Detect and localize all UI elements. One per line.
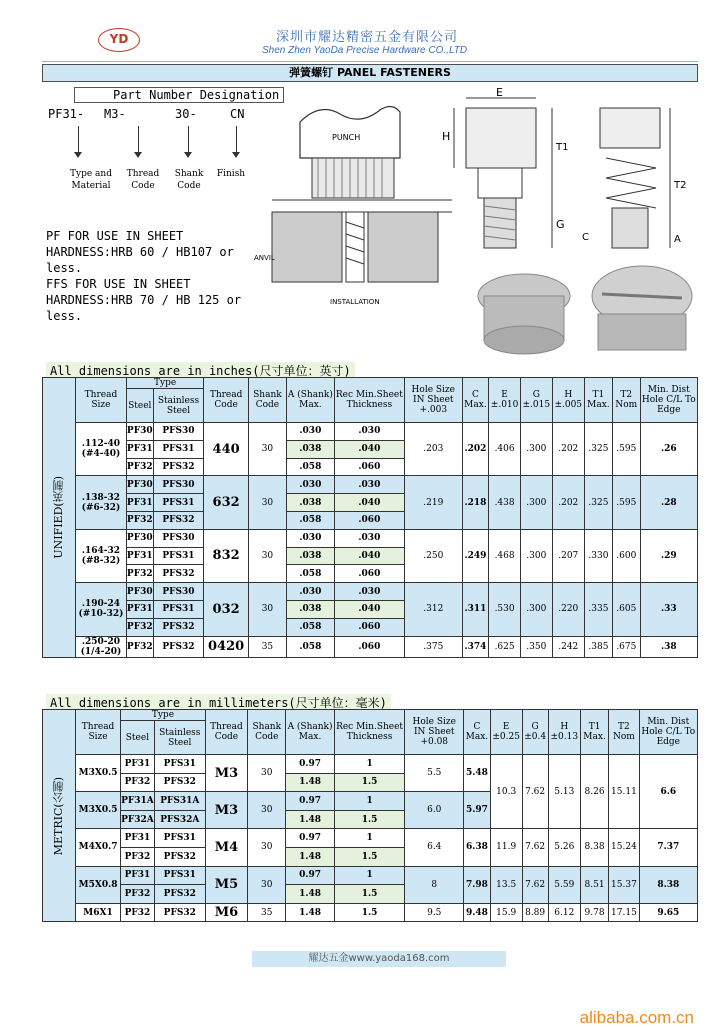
rec-cell: .040 — [334, 440, 404, 458]
thread-size-cell: M3X0.5 — [76, 792, 121, 829]
a-cell: 1.48 — [286, 885, 334, 904]
steel-type-cell: PF31 — [126, 440, 153, 458]
col-min: Min. Dist Hole C/L To Edge — [639, 710, 697, 755]
stainless-type-cell: PFS32 — [154, 847, 205, 866]
dimension-drawing — [436, 88, 700, 258]
col-t1: T1 Max. — [584, 378, 612, 423]
e-cell: .625 — [489, 636, 521, 657]
page-title: 弹簧螺钉 PANEL FASTENERS — [42, 64, 698, 82]
col-t1: T1 Max. — [580, 710, 608, 755]
header-row — [43, 378, 698, 389]
anvil-label: ANVIL — [254, 254, 275, 262]
product-photos — [462, 256, 698, 360]
steel-type-cell: PF31A — [121, 792, 155, 811]
table-row — [43, 476, 698, 494]
e-cell: .468 — [489, 529, 521, 582]
g-cell: .300 — [520, 423, 552, 476]
c-cell: 9.48 — [464, 903, 491, 922]
rec-cell: .030 — [334, 476, 404, 494]
stainless-type-cell: PFS32 — [154, 903, 205, 922]
steel-type-cell: PF31 — [121, 755, 155, 774]
note-line: HARDNESS:HRB 60 / HB107 or — [46, 245, 234, 259]
t2-cell: .595 — [613, 423, 641, 476]
t1-cell: .330 — [584, 529, 612, 582]
thread-size-cell: M3X0.5 — [76, 755, 121, 792]
header-row — [43, 710, 698, 721]
pn-label-finish: Finish — [216, 169, 246, 179]
stainless-type-cell: PFS32 — [153, 511, 204, 529]
t1-cell: .325 — [584, 476, 612, 529]
pn-code-type: PF31- — [48, 107, 85, 121]
t2-cell: 15.24 — [609, 829, 639, 866]
col-type: Type — [121, 710, 206, 721]
hole-cell: 9.5 — [405, 903, 464, 922]
steel-type-cell: PF32 — [126, 618, 153, 636]
col-c: C Max. — [464, 710, 491, 755]
c-cell: 5.48 — [464, 755, 491, 792]
col-stainless: Stainless Steel — [154, 721, 205, 755]
t2-cell: .605 — [613, 583, 641, 636]
shank-code-cell: 30 — [248, 866, 286, 903]
h-cell: .220 — [552, 583, 584, 636]
mm-spec-table — [42, 709, 698, 922]
shank-code-cell: 30 — [248, 829, 286, 866]
col-a: A (Shank) Max. — [286, 378, 334, 423]
stainless-type-cell: PFS30 — [153, 583, 204, 601]
note-line: less. — [46, 309, 83, 323]
arrow-down-icon — [138, 126, 139, 152]
e-cell: 11.9 — [490, 829, 522, 866]
dim-a-label: A — [674, 234, 681, 245]
steel-type-cell: PF31 — [126, 547, 153, 565]
a-cell: .058 — [286, 618, 334, 636]
col-thread-code: Thread Code — [204, 378, 249, 423]
col-g: G ±0.4 — [522, 710, 548, 755]
t1-cell: .385 — [584, 636, 612, 657]
steel-type-cell: PF32 — [121, 773, 155, 792]
steel-type-cell: PF31 — [126, 600, 153, 618]
rec-cell: .040 — [334, 494, 404, 512]
note-line: PF FOR USE IN SHEET — [46, 229, 184, 243]
rec-cell: 1 — [334, 792, 405, 811]
thread-code-cell: M3 — [205, 792, 247, 829]
a-cell: 0.97 — [286, 829, 334, 848]
a-cell: .058 — [286, 458, 334, 476]
stainless-type-cell: PFS31 — [153, 440, 204, 458]
stainless-type-cell: PFS32 — [154, 885, 205, 904]
rec-cell: 1.5 — [334, 885, 405, 904]
shank-code-cell: 30 — [248, 476, 286, 529]
table-row — [43, 829, 698, 848]
a-cell: .058 — [286, 565, 334, 583]
rec-cell: .060 — [334, 618, 404, 636]
steel-type-cell: PF32 — [126, 511, 153, 529]
company-header — [42, 0, 698, 62]
steel-type-cell: PF32A — [121, 810, 155, 829]
alibaba-watermark: alibaba.com.cn — [579, 1008, 694, 1027]
hole-cell: 8 — [405, 866, 464, 903]
g-cell: .300 — [520, 529, 552, 582]
thread-code-cell: 032 — [204, 583, 249, 636]
steel-type-cell: PF30 — [126, 529, 153, 547]
h-cell: 5.13 — [548, 755, 580, 829]
note-line: FFS FOR USE IN SHEET — [46, 277, 191, 291]
steel-type-cell: PF30 — [126, 423, 153, 441]
table-row — [43, 903, 698, 922]
t1-cell: .335 — [584, 583, 612, 636]
table-row — [43, 423, 698, 441]
stainless-type-cell: PFS31 — [153, 494, 204, 512]
table-row — [43, 583, 698, 601]
a-cell: 0.97 — [286, 792, 334, 811]
dim-g-label: G — [556, 218, 565, 231]
g-cell: .300 — [520, 583, 552, 636]
thread-size-cell: .138-32 (#6-32) — [76, 476, 127, 529]
t1-cell: .325 — [584, 423, 612, 476]
datasheet-page — [42, 0, 698, 964]
col-steel: Steel — [121, 721, 155, 755]
col-thread-size: Thread Size — [76, 710, 121, 755]
col-rec: Rec Min.Sheet Thickness — [334, 378, 404, 423]
a-cell: 1.48 — [286, 903, 334, 922]
a-cell: .058 — [286, 511, 334, 529]
thread-size-cell: M6X1 — [76, 903, 121, 922]
col-g: G ±.015 — [520, 378, 552, 423]
c-cell: 5.97 — [464, 792, 491, 829]
t1-cell: 9.78 — [580, 903, 608, 922]
stainless-type-cell: PFS31 — [154, 866, 205, 885]
rec-cell: .030 — [334, 423, 404, 441]
col-e: E ±0.25 — [490, 710, 522, 755]
steel-type-cell: PF32 — [126, 565, 153, 583]
col-h: H ±.005 — [552, 378, 584, 423]
hole-cell: .375 — [404, 636, 462, 657]
col-c: C Max. — [462, 378, 489, 423]
col-shank-code: Shank Code — [248, 378, 286, 423]
rec-cell: 1 — [334, 866, 405, 885]
min-cell: .29 — [640, 529, 697, 582]
t2-cell: 15.11 — [609, 755, 639, 829]
installation-label: INSTALLATION — [330, 298, 380, 306]
hole-cell: .203 — [404, 423, 462, 476]
thread-code-cell: M3 — [205, 755, 247, 792]
stainless-type-cell: PFS31 — [154, 829, 205, 848]
hole-cell: 6.4 — [405, 829, 464, 866]
shank-code-cell: 35 — [248, 636, 286, 657]
a-cell: 1.48 — [286, 847, 334, 866]
stainless-type-cell: PFS31 — [154, 755, 205, 774]
c-cell: 6.38 — [464, 829, 491, 866]
a-cell: .030 — [286, 423, 334, 441]
rec-cell: 1.5 — [334, 847, 405, 866]
stainless-type-cell: PFS30 — [153, 476, 204, 494]
steel-type-cell: PF30 — [126, 476, 153, 494]
steel-type-cell: PF31 — [126, 494, 153, 512]
rec-cell: 1.5 — [334, 773, 405, 792]
company-name-en: Shen Zhen YaoDa Precise Hardware CO.,LTD — [262, 45, 468, 56]
rec-cell: .040 — [334, 600, 404, 618]
rec-cell: 1.5 — [334, 810, 405, 829]
h-cell: .242 — [552, 636, 584, 657]
pn-code-thread: M3- — [104, 107, 126, 121]
table-row — [43, 866, 698, 885]
inch-spec-table — [42, 377, 698, 658]
punch-label: PUNCH — [332, 133, 361, 142]
pn-code-finish: CN — [230, 107, 245, 121]
e-cell: 10.3 — [490, 755, 522, 829]
dim-c-label: C — [582, 232, 589, 243]
h-cell: .202 — [552, 476, 584, 529]
thread-size-cell: .250-20 (1/4-20) — [76, 636, 127, 657]
t2-cell: 17.15 — [609, 903, 639, 922]
h-cell: .207 — [552, 529, 584, 582]
steel-type-cell: PF32 — [126, 636, 153, 657]
min-cell: 6.6 — [639, 755, 697, 829]
col-min: Min. Dist Hole C/L To Edge — [640, 378, 697, 423]
thread-code-cell: 0420 — [204, 636, 249, 657]
rec-cell: .030 — [334, 529, 404, 547]
c-cell: .202 — [462, 423, 489, 476]
a-cell: .030 — [286, 529, 334, 547]
min-cell: .38 — [640, 636, 697, 657]
t2-cell: .595 — [613, 476, 641, 529]
stainless-type-cell: PFS32 — [153, 458, 204, 476]
shank-code-cell: 30 — [248, 583, 286, 636]
thread-size-cell: .164-32 (#8-32) — [76, 529, 127, 582]
stainless-type-cell: PFS32 — [153, 565, 204, 583]
side-label-text: UNIFIED(英制) — [52, 475, 65, 559]
pn-label-thread: Thread Code — [126, 169, 160, 191]
footer-url: 耀达五金www.yaoda168.com — [252, 951, 506, 967]
thread-size-cell: .112-40 (#4-40) — [76, 423, 127, 476]
col-thread-code: Thread Code — [205, 710, 247, 755]
arrow-down-icon — [236, 126, 237, 152]
stainless-type-cell: PFS30 — [153, 423, 204, 441]
shank-code-cell: 30 — [248, 792, 286, 829]
rec-cell: 1.5 — [334, 903, 405, 922]
mm-section-label: All dimensions are in millimeters(尺寸单位：毫米) — [46, 694, 391, 711]
col-t2: T2 Nom — [613, 378, 641, 423]
hole-cell: .312 — [404, 583, 462, 636]
arrow-down-icon — [188, 126, 189, 152]
steel-type-cell: PF32 — [121, 847, 155, 866]
pn-label-type: Type and Material — [70, 169, 112, 191]
stainless-type-cell: PFS31A — [154, 792, 205, 811]
g-cell: .350 — [520, 636, 552, 657]
h-cell: 6.12 — [548, 903, 580, 922]
pn-code-shank: 30- — [175, 107, 197, 121]
min-cell: .26 — [640, 423, 697, 476]
min-cell: 7.37 — [639, 829, 697, 866]
col-hole: Hole Size IN Sheet +.003 — [404, 378, 462, 423]
rec-cell: .060 — [334, 636, 404, 657]
col-thread-size: Thread Size — [76, 378, 127, 423]
table-row — [43, 636, 698, 657]
side-label — [43, 378, 76, 658]
col-type: Type — [126, 378, 203, 389]
part-number-heading: Part Number Designation — [74, 87, 284, 103]
col-rec: Rec Min.Sheet Thickness — [334, 710, 405, 755]
thread-code-cell: M5 — [205, 866, 247, 903]
col-steel: Steel — [126, 389, 153, 423]
rec-cell: 1 — [334, 829, 405, 848]
stainless-type-cell: PFS32A — [154, 810, 205, 829]
stainless-type-cell: PFS31 — [153, 600, 204, 618]
note-line: less. — [46, 261, 83, 275]
g-cell: 8.89 — [522, 903, 548, 922]
h-cell: 5.59 — [548, 866, 580, 903]
inch-section-label: All dimensions are in inches(尺寸单位：英寸) — [46, 362, 355, 379]
col-t2: T2 Nom — [609, 710, 639, 755]
dim-t2-label: T2 — [674, 180, 687, 191]
c-cell: .311 — [462, 583, 489, 636]
h-cell: 5.26 — [548, 829, 580, 866]
thread-code-cell: M4 — [205, 829, 247, 866]
steel-type-cell: PF32 — [121, 885, 155, 904]
a-cell: .030 — [286, 583, 334, 601]
pn-label-shank: Shank Code — [174, 169, 204, 191]
note-line: HARDNESS:HRB 70 / HB 125 or — [46, 293, 242, 307]
a-cell: 0.97 — [286, 755, 334, 774]
min-cell: .33 — [640, 583, 697, 636]
rec-cell: .030 — [334, 583, 404, 601]
table-row — [43, 755, 698, 774]
stainless-type-cell: PFS30 — [153, 529, 204, 547]
table-row — [43, 529, 698, 547]
hole-cell: .250 — [404, 529, 462, 582]
steel-type-cell: PF31 — [121, 866, 155, 885]
g-cell: 7.62 — [522, 866, 548, 903]
stainless-type-cell: PFS32 — [153, 636, 204, 657]
e-cell: 13.5 — [490, 866, 522, 903]
thread-size-cell: M4X0.7 — [76, 829, 121, 866]
col-hole: Hole Size IN Sheet +0.08 — [405, 710, 464, 755]
stainless-type-cell: PFS31 — [153, 547, 204, 565]
col-e: E ±.010 — [489, 378, 521, 423]
t1-cell: 8.51 — [580, 866, 608, 903]
hardness-notes — [46, 228, 256, 324]
e-cell: .438 — [489, 476, 521, 529]
stainless-type-cell: PFS32 — [154, 773, 205, 792]
e-cell: .530 — [489, 583, 521, 636]
col-stainless: Stainless Steel — [153, 389, 204, 423]
t2-cell: 15.37 — [609, 866, 639, 903]
col-shank-code: Shank Code — [248, 710, 286, 755]
steel-type-cell: PF30 — [126, 583, 153, 601]
a-cell: .038 — [286, 494, 334, 512]
col-a: A (Shank) Max. — [286, 710, 334, 755]
rec-cell: 1 — [334, 755, 405, 774]
g-cell: 7.62 — [522, 829, 548, 866]
a-cell: .038 — [286, 547, 334, 565]
a-cell: 0.97 — [286, 866, 334, 885]
rec-cell: .060 — [334, 511, 404, 529]
hole-cell: 5.5 — [405, 755, 464, 792]
a-cell: 1.48 — [286, 773, 334, 792]
c-cell: .374 — [462, 636, 489, 657]
side-label — [43, 710, 76, 922]
thread-size-cell: M5X0.8 — [76, 866, 121, 903]
side-label-text: METRIC(公制) — [52, 776, 65, 855]
c-cell: 7.98 — [464, 866, 491, 903]
thread-code-cell: 440 — [204, 423, 249, 476]
rec-cell: .040 — [334, 547, 404, 565]
a-cell: .038 — [286, 440, 334, 458]
g-cell: 7.62 — [522, 755, 548, 829]
dim-e-label: E — [496, 88, 503, 99]
min-cell: 8.38 — [639, 866, 697, 903]
c-cell: .249 — [462, 529, 489, 582]
dim-t1-label: T1 — [556, 142, 569, 153]
t1-cell: 8.26 — [580, 755, 608, 829]
a-cell: .030 — [286, 476, 334, 494]
steel-type-cell: PF32 — [126, 458, 153, 476]
g-cell: .300 — [520, 476, 552, 529]
thread-code-cell: M6 — [205, 903, 247, 922]
t2-cell: .675 — [613, 636, 641, 657]
t2-cell: .600 — [613, 529, 641, 582]
company-name-cn: 深圳市耀达精密五金有限公司 — [276, 30, 459, 45]
min-cell: 9.65 — [639, 903, 697, 922]
e-cell: 15.9 — [490, 903, 522, 922]
hole-cell: 6.0 — [405, 792, 464, 829]
h-cell: .202 — [552, 423, 584, 476]
rec-cell: .060 — [334, 565, 404, 583]
a-cell: 1.48 — [286, 810, 334, 829]
arrow-down-icon — [78, 126, 79, 152]
min-cell: .28 — [640, 476, 697, 529]
a-cell: .058 — [286, 636, 334, 657]
t1-cell: 8.38 — [580, 829, 608, 866]
dim-h-label: H — [442, 130, 451, 143]
stainless-type-cell: PFS32 — [153, 618, 204, 636]
steel-type-cell: PF31 — [121, 829, 155, 848]
hole-cell: .219 — [404, 476, 462, 529]
company-logo: YD — [98, 28, 140, 52]
shank-code-cell: 30 — [248, 529, 286, 582]
steel-type-cell: PF32 — [121, 903, 155, 922]
e-cell: .406 — [489, 423, 521, 476]
shank-code-cell: 30 — [248, 423, 286, 476]
shank-code-cell: 35 — [248, 903, 286, 922]
c-cell: .218 — [462, 476, 489, 529]
thread-code-cell: 832 — [204, 529, 249, 582]
thread-size-cell: .190-24 (#10-32) — [76, 583, 127, 636]
shank-code-cell: 30 — [248, 755, 286, 792]
col-h: H ±0.13 — [548, 710, 580, 755]
thread-code-cell: 632 — [204, 476, 249, 529]
rec-cell: .060 — [334, 458, 404, 476]
a-cell: .038 — [286, 600, 334, 618]
